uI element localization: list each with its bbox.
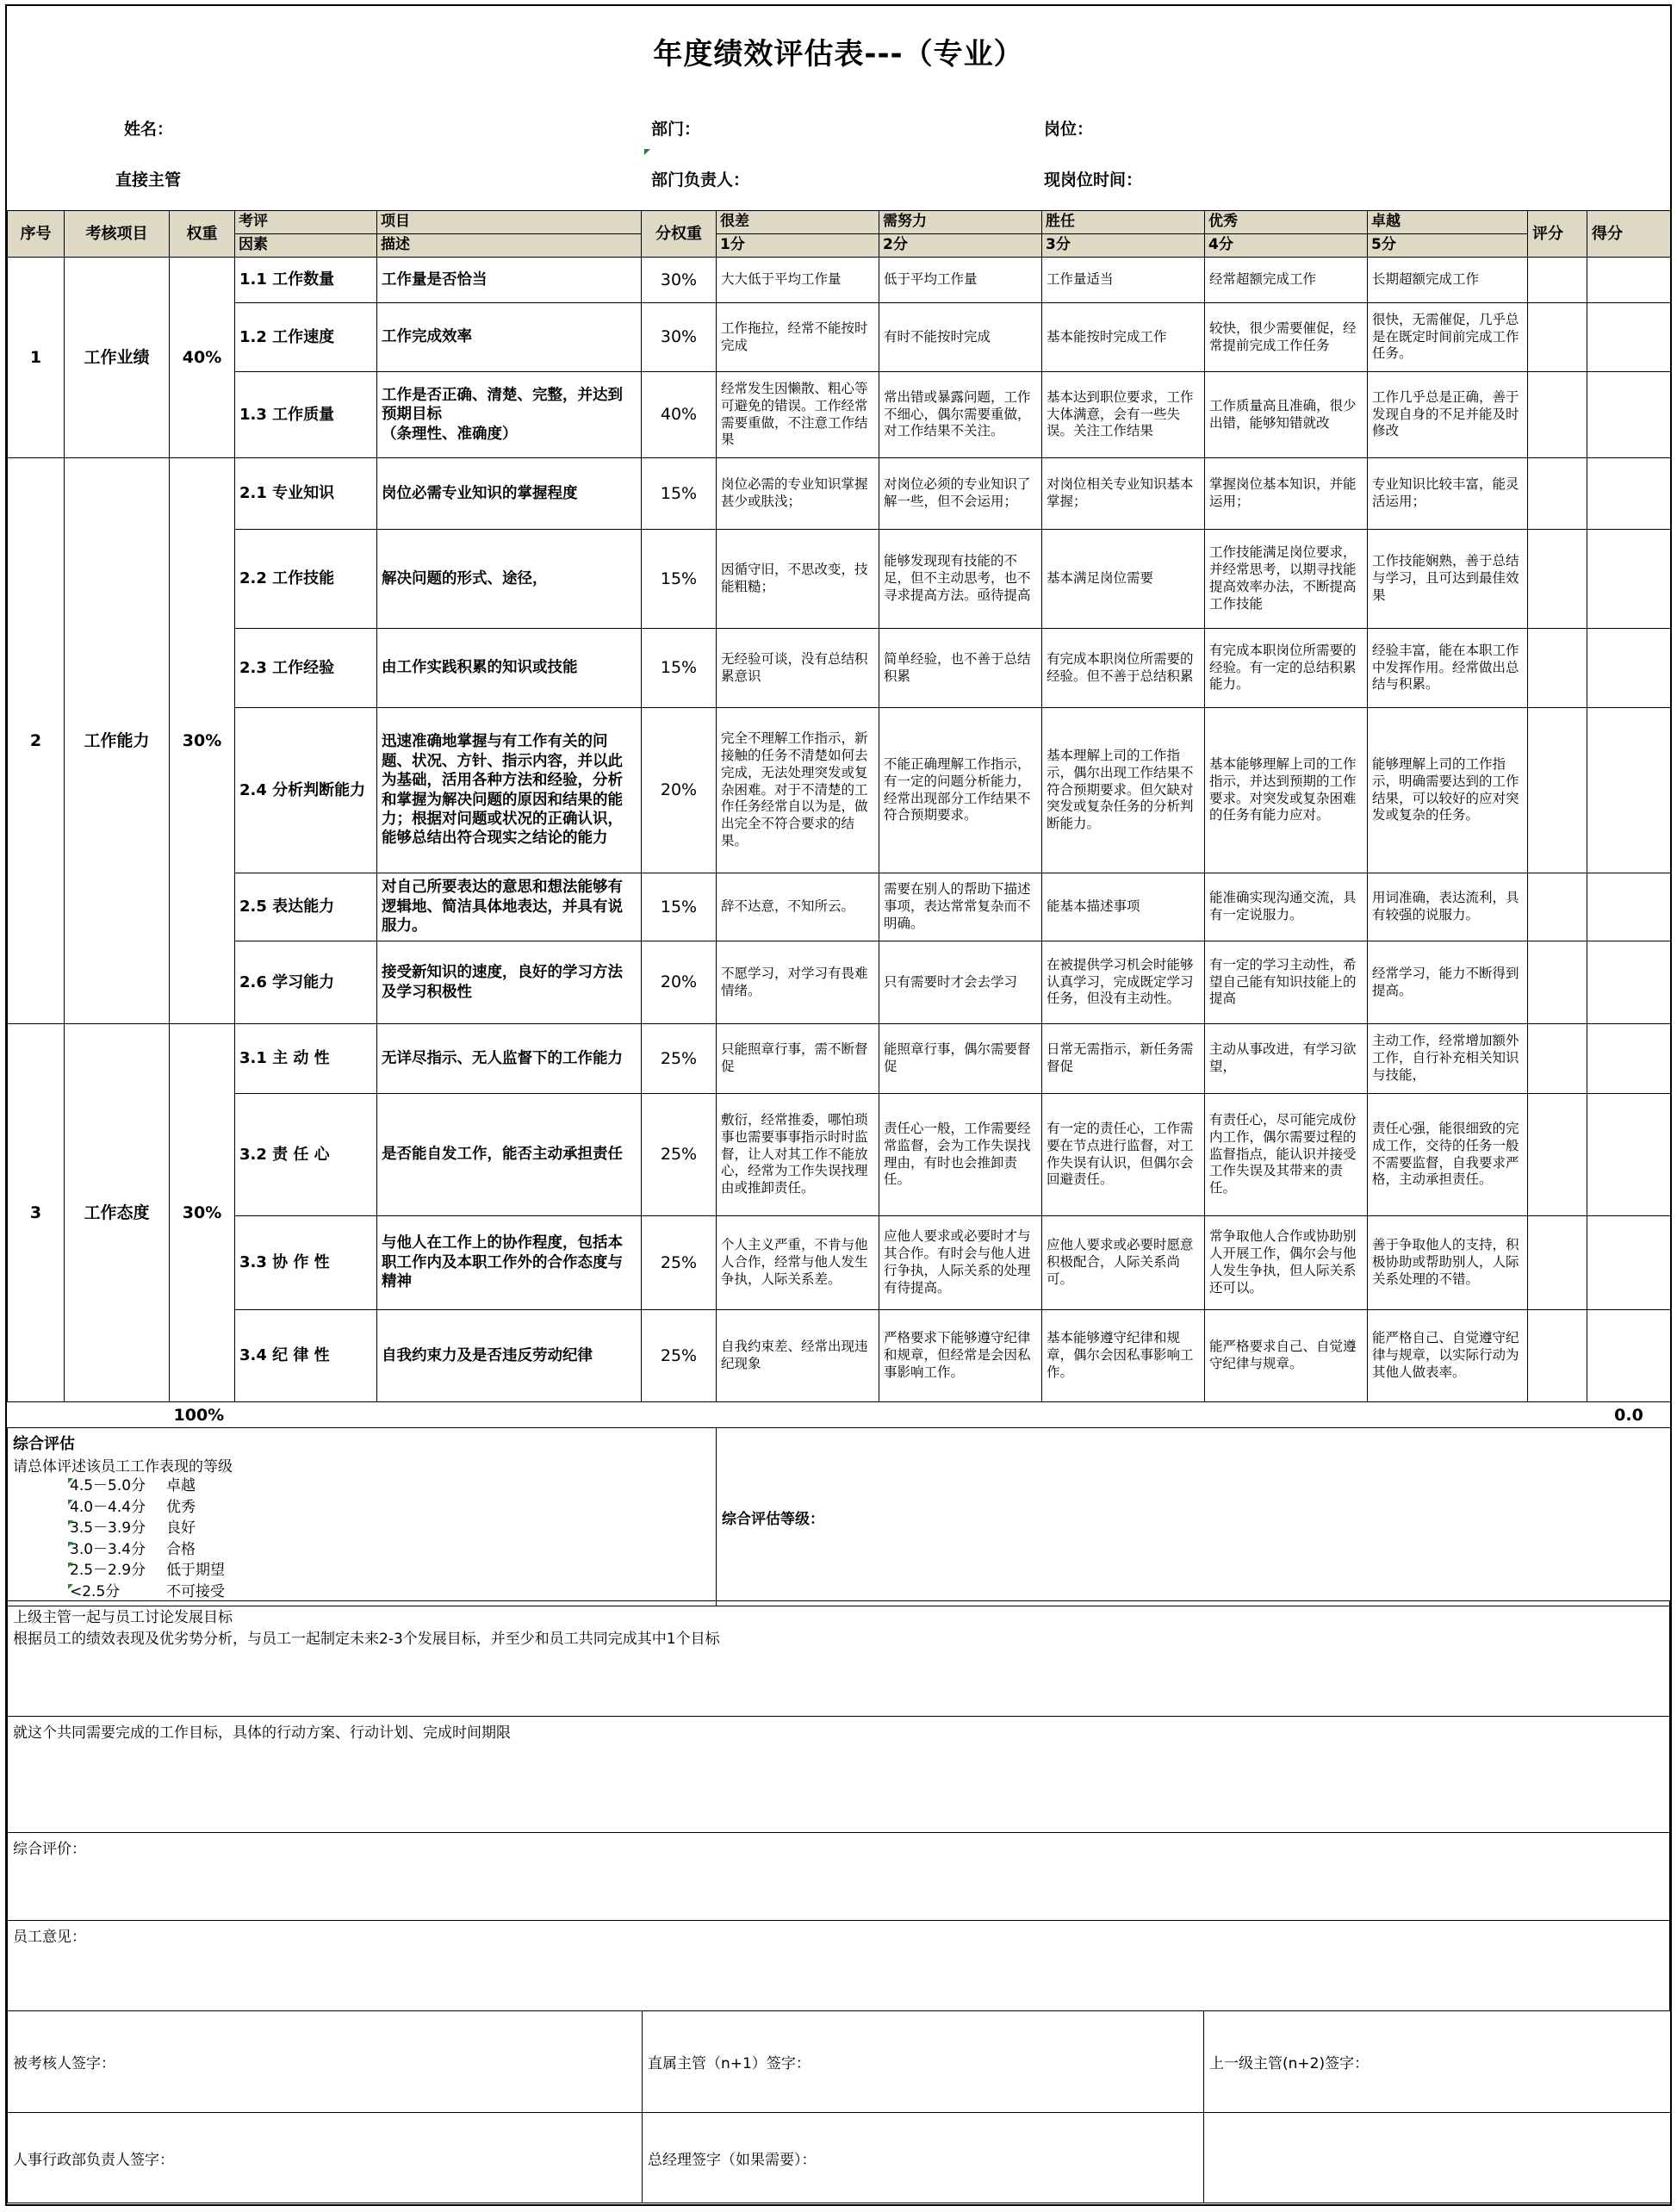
level-criteria-5: 工作几乎总是正确，善于发现自身的不足并能及时修改 bbox=[1368, 372, 1528, 458]
table-row bbox=[8, 873, 1671, 941]
points-cell[interactable] bbox=[1587, 458, 1671, 530]
rating-cell[interactable] bbox=[1528, 941, 1587, 1024]
level-criteria-3: 在被提供学习机会时能够认真学习，完成既定学习任务，但没有主动性。 bbox=[1042, 941, 1205, 1024]
points-cell[interactable] bbox=[1587, 873, 1671, 941]
overall-grade-cell[interactable] bbox=[717, 1428, 1671, 1606]
level-criteria-1: 不愿学习，对学习有畏难情绪。 bbox=[717, 941, 879, 1024]
col-factor-bottom: 因素 bbox=[235, 234, 377, 258]
factor-description: 由工作实践积累的知识或技能 bbox=[377, 629, 642, 708]
factor-weight: 25% bbox=[642, 1310, 717, 1402]
spacer bbox=[879, 1402, 1042, 1429]
employee-signature-cell[interactable] bbox=[8, 2011, 643, 2113]
level-criteria-5: 善于争取他人的支持，积极协助或帮助别人，人际关系处理的不错。 bbox=[1368, 1216, 1528, 1310]
level-criteria-5: 长期超额完成工作 bbox=[1368, 258, 1528, 303]
level-criteria-3: 日常无需指示，新任务需督促 bbox=[1042, 1024, 1205, 1094]
overall-level-item bbox=[13, 1539, 711, 1561]
spacer bbox=[1205, 1402, 1368, 1429]
level-range: 4.0－4.4分 bbox=[70, 1498, 146, 1516]
col-weight: 权重 bbox=[170, 211, 235, 258]
level-criteria-1: 工作拖拉，经常不能按时完成 bbox=[717, 303, 879, 372]
name-label: 姓名： bbox=[124, 120, 174, 139]
table-row bbox=[8, 1094, 1671, 1216]
gm-signature-label: 总经理签字（如果需要）： bbox=[648, 2151, 817, 2169]
level-criteria-3: 对岗位相关专业知识基本掌握； bbox=[1042, 458, 1205, 530]
overall-level-item bbox=[13, 1518, 711, 1539]
factor-description: 与他人在工作上的协作程度，包括本职工作内及本职工作外的合作态度与精神 bbox=[377, 1216, 642, 1310]
evaluation-table bbox=[7, 210, 1671, 1428]
level-criteria-3: 基本理解上司的工作指示，偶尔出现工作结果不符合预期要求。但欠缺对突发或复杂任务的分析判断能力。 bbox=[1042, 708, 1205, 873]
goals-line2: 根据员工的绩效表现及优劣势分析，与员工一起制定未来2-3个发展目标，并至少和员工共同完成其中1个目标 bbox=[13, 1631, 720, 1648]
level-range: 2.5－2.9分 bbox=[70, 1562, 146, 1579]
level-criteria-5: 能严格自己、自觉遵守纪律与规章，以实际行动为其他人做表率。 bbox=[1368, 1310, 1528, 1402]
level-criteria-3: 基本能按时完成工作 bbox=[1042, 303, 1205, 372]
col-level-5-name: 卓越 bbox=[1368, 211, 1528, 234]
rating-cell[interactable] bbox=[1528, 1024, 1587, 1094]
points-cell[interactable] bbox=[1587, 372, 1671, 458]
col-item-bottom: 描述 bbox=[377, 234, 642, 258]
level-criteria-1: 只能照章行事，需不断督促 bbox=[717, 1024, 879, 1094]
factor-weight: 15% bbox=[642, 458, 717, 530]
overall-level-list bbox=[13, 1476, 711, 1602]
factor-weight: 25% bbox=[642, 1094, 717, 1216]
level-criteria-1: 辞不达意，不知所云。 bbox=[717, 873, 879, 941]
factor-weight: 25% bbox=[642, 1216, 717, 1310]
comment-flag-icon bbox=[644, 149, 650, 155]
level-criteria-4: 经常超额完成工作 bbox=[1205, 258, 1368, 303]
rating-cell[interactable] bbox=[1528, 303, 1587, 372]
spacer bbox=[1528, 1402, 1587, 1429]
dept-label: 部门： bbox=[651, 120, 701, 139]
level-criteria-1: 自我约束差、经常出现违纪现象 bbox=[717, 1310, 879, 1402]
factor-description: 对自己所要表达的意思和想法能够有逻辑地、简洁具体地表达，并具有说服力。 bbox=[377, 873, 642, 941]
level-criteria-3: 基本满足岗位需要 bbox=[1042, 530, 1205, 629]
section-category: 工作能力 bbox=[65, 458, 170, 1024]
level-criteria-3: 有完成本职岗位所需要的经验。但不善于总结积累 bbox=[1042, 629, 1205, 708]
overall-grade-label: 综合评估等级： bbox=[722, 1510, 824, 1528]
points-cell[interactable] bbox=[1587, 941, 1671, 1024]
comment-cell[interactable] bbox=[8, 1833, 1670, 1921]
col-category: 考核项目 bbox=[65, 211, 170, 258]
level-name: 卓越 bbox=[166, 1477, 196, 1494]
col-level-2-name: 需努力 bbox=[879, 211, 1042, 234]
factor-description: 解决问题的形式、途径， bbox=[377, 530, 642, 629]
level-criteria-2: 有时不能按时完成 bbox=[879, 303, 1042, 372]
factor-description: 工作完成效率 bbox=[377, 303, 642, 372]
hr-signature-label: 人事行政部负责人签字： bbox=[13, 2151, 174, 2169]
table-row bbox=[8, 941, 1671, 1024]
level-criteria-2: 能照章行事，偶尔需要督促 bbox=[879, 1024, 1042, 1094]
supervisor-label: 直接主管 bbox=[115, 171, 182, 190]
factor-description: 自我约束力及是否违反劳动纪律 bbox=[377, 1310, 642, 1402]
rating-cell[interactable] bbox=[1528, 629, 1587, 708]
goals-table bbox=[7, 1600, 1670, 2011]
post-label: 岗位： bbox=[1044, 120, 1094, 139]
rating-cell[interactable] bbox=[1528, 1094, 1587, 1216]
level-criteria-2: 只有需要时才会去学习 bbox=[879, 941, 1042, 1024]
table-row bbox=[8, 708, 1671, 873]
level-criteria-1: 大大低于平均工作量 bbox=[717, 258, 879, 303]
level-criteria-2: 严格要求下能够遵守纪律和规章，但经常是会因私事影响工作。 bbox=[879, 1310, 1042, 1402]
level-criteria-2: 需要在别人的帮助下描述事项，表达常常复杂而不明确。 bbox=[879, 873, 1042, 941]
spacer bbox=[377, 1402, 642, 1429]
col-level-3-name: 胜任 bbox=[1042, 211, 1205, 234]
overall-level-item bbox=[13, 1581, 711, 1603]
section-weight: 30% bbox=[170, 458, 235, 1024]
level-criteria-1: 岗位必需的专业知识掌握甚少或肤浅； bbox=[717, 458, 879, 530]
level-criteria-5: 经验丰富，能在本职工作中发挥作用。经常做出总结与积累。 bbox=[1368, 629, 1528, 708]
section-number: 2 bbox=[8, 458, 65, 1024]
col-level-3-score: 3分 bbox=[1042, 234, 1205, 258]
level-criteria-2: 简单经验，也不善于总结积累 bbox=[879, 629, 1042, 708]
points-cell[interactable] bbox=[1587, 1310, 1671, 1402]
level-criteria-4: 有责任心，尽可能完成份内工作，偶尔需要过程的监督指点，能认识并接受工作失误及其带来的责任。 bbox=[1205, 1094, 1368, 1216]
spacer bbox=[717, 1402, 879, 1429]
rating-cell[interactable] bbox=[1528, 258, 1587, 303]
table-row bbox=[8, 530, 1671, 629]
level-criteria-3: 有一定的责任心，工作需要在节点进行监督，对工作失误有认识，但偶尔会回避责任。 bbox=[1042, 1094, 1205, 1216]
upper-signature-cell[interactable] bbox=[1204, 2011, 1671, 2113]
level-criteria-5: 专业知识比较丰富，能灵活运用； bbox=[1368, 458, 1528, 530]
section-number: 1 bbox=[8, 258, 65, 458]
factor-weight: 40% bbox=[642, 372, 717, 458]
total-weight: 100% bbox=[173, 1406, 225, 1425]
level-criteria-5: 能够理解上司的工作指示，明确需要达到的工作结果，可以较好的应对突发或复杂的任务。 bbox=[1368, 708, 1528, 873]
plan-label: 就这个共同需要完成的工作目标，具体的行动方案、行动计划、完成时间期限 bbox=[13, 1724, 511, 1742]
level-criteria-5: 责任心强，能很细致的完成工作，交待的任务一般不需要监督，自我要求严格，主动承担责任。 bbox=[1368, 1094, 1528, 1216]
level-criteria-3: 基本达到职位要求，工作大体满意，会有一些失误。关注工作结果 bbox=[1042, 372, 1205, 458]
factor-name: 2.6 学习能力 bbox=[235, 941, 377, 1024]
table-row bbox=[8, 629, 1671, 708]
rating-cell[interactable] bbox=[1528, 458, 1587, 530]
factor-weight: 20% bbox=[642, 941, 717, 1024]
goals-cell[interactable] bbox=[8, 1601, 1670, 1717]
rating-cell[interactable] bbox=[1528, 1310, 1587, 1402]
rating-cell[interactable] bbox=[1528, 873, 1587, 941]
level-criteria-4: 较快，很少需要催促，经常提前完成工作任务 bbox=[1205, 303, 1368, 372]
table-row bbox=[8, 1310, 1671, 1402]
factor-name: 3.3 协 作 性 bbox=[235, 1216, 377, 1310]
overall-prompt: 请总体评述该员工工作表现的等级 bbox=[13, 1458, 233, 1476]
signature-table bbox=[7, 2010, 1671, 2203]
table-row bbox=[8, 1216, 1671, 1310]
level-criteria-5: 经常学习，能力不断得到提高。 bbox=[1368, 941, 1528, 1024]
overall-level-item bbox=[13, 1560, 711, 1581]
level-criteria-3: 基本能够遵守纪律和规章，偶尔会因私事影响工作。 bbox=[1042, 1310, 1205, 1402]
factor-name: 2.3 工作经验 bbox=[235, 629, 377, 708]
factor-description: 迅速准确地掌握与有工作有关的问题、状况、方针、指示内容，并以此为基础，活用各种方法和经验，分析和掌握为解决问题的原因和结果的能力；根据对问题或状况的正确认识，能够总结出符合现实之结论的能力 bbox=[377, 708, 642, 873]
factor-name: 3.2 责 任 心 bbox=[235, 1094, 377, 1216]
level-name: 优秀 bbox=[166, 1498, 196, 1516]
page-title: 年度绩效评估表---（专业） bbox=[653, 37, 1024, 71]
points-cell[interactable] bbox=[1587, 708, 1671, 873]
goals-line1: 上级主管一起与员工讨论发展目标 bbox=[13, 1609, 233, 1626]
factor-name: 1.3 工作质量 bbox=[235, 372, 377, 458]
spacer bbox=[1042, 1402, 1205, 1429]
employee-opinion-cell[interactable] bbox=[8, 1921, 1670, 2011]
points-cell[interactable] bbox=[1587, 303, 1671, 372]
dept-head-label: 部门负责人： bbox=[651, 171, 750, 190]
comment-flag-icon bbox=[68, 1563, 73, 1568]
comment-flag-icon bbox=[68, 1500, 73, 1505]
section-number: 3 bbox=[8, 1024, 65, 1402]
comment-flag-icon bbox=[68, 1478, 73, 1483]
employee-opinion-label: 员工意见： bbox=[13, 1929, 86, 1946]
col-level-5-score: 5分 bbox=[1368, 234, 1528, 258]
factor-weight: 25% bbox=[642, 1024, 717, 1094]
level-criteria-4: 常争取他人合作或协助别人开展工作，偶尔会与他人发生争执，但人际关系还可以。 bbox=[1205, 1216, 1368, 1310]
total-score: 0.0 bbox=[1614, 1406, 1643, 1425]
factor-description: 工作量是否恰当 bbox=[377, 258, 642, 303]
factor-description: 接受新知识的速度，良好的学习方法及学习积极性 bbox=[377, 941, 642, 1024]
factor-description: 工作是否正确、清楚、完整，并达到预期目标 （条理性、准确度） bbox=[377, 372, 642, 458]
col-level-4-score: 4分 bbox=[1205, 234, 1368, 258]
level-criteria-5: 很快，无需催促，几乎总是在既定时间前完成工作任务。 bbox=[1368, 303, 1528, 372]
col-level-2-score: 2分 bbox=[879, 234, 1042, 258]
level-criteria-3: 应他人要求或必要时愿意积极配合，人际关系尚可。 bbox=[1042, 1216, 1205, 1310]
level-range: <2.5分 bbox=[70, 1582, 121, 1600]
direct-signature-label: 直属主管（n+1）签字： bbox=[648, 2055, 811, 2072]
comment-flag-icon bbox=[68, 1520, 73, 1525]
direct-signature-cell[interactable] bbox=[643, 2011, 1204, 2113]
evaluation-sheet bbox=[5, 4, 1672, 2206]
level-criteria-2: 对岗位必须的专业知识了解一些，但不会运用； bbox=[879, 458, 1042, 530]
factor-weight: 30% bbox=[642, 258, 717, 303]
col-item-top: 项目 bbox=[377, 211, 642, 234]
level-criteria-3: 能基本描述事项 bbox=[1042, 873, 1205, 941]
points-cell[interactable] bbox=[1587, 1216, 1671, 1310]
factor-description: 是否能自发工作，能否主动承担责任 bbox=[377, 1094, 642, 1216]
level-criteria-4: 有完成本职岗位所需要的经验。有一定的总结积累能力。 bbox=[1205, 629, 1368, 708]
factor-weight: 30% bbox=[642, 303, 717, 372]
level-criteria-2: 能够发现现有技能的不足，但不主动思考，也不寻求提高方法。亟待提高 bbox=[879, 530, 1042, 629]
table-row bbox=[8, 303, 1671, 372]
rating-cell[interactable] bbox=[1528, 372, 1587, 458]
overall-title: 综合评估 bbox=[13, 1435, 75, 1453]
col-no: 序号 bbox=[8, 211, 65, 258]
level-criteria-1: 因循守旧，不思改变，技能粗糙； bbox=[717, 530, 879, 629]
factor-weight: 15% bbox=[642, 629, 717, 708]
rating-cell[interactable] bbox=[1528, 530, 1587, 629]
section-weight: 40% bbox=[170, 258, 235, 458]
post-time-label: 现岗位时间： bbox=[1044, 171, 1143, 190]
factor-name: 2.4 分析判断能力 bbox=[235, 708, 377, 873]
factor-name: 3.1 主 动 性 bbox=[235, 1024, 377, 1094]
table-row bbox=[8, 1024, 1671, 1094]
level-range: 4.5－5.0分 bbox=[70, 1477, 146, 1494]
level-criteria-2: 责任心一般，工作需要经常监督，会为工作失误找理由，有时也会推卸责任。 bbox=[879, 1094, 1042, 1216]
table-row bbox=[8, 458, 1671, 530]
table-row bbox=[8, 372, 1671, 458]
col-level-1-name: 很差 bbox=[717, 211, 879, 234]
comment-flag-icon bbox=[68, 1584, 73, 1589]
spacer bbox=[65, 1402, 170, 1429]
comment-flag-icon bbox=[68, 1542, 73, 1547]
col-level-4-name: 优秀 bbox=[1205, 211, 1368, 234]
level-criteria-4: 有一定的学习主动性，希望自己能有知识技能上的提高 bbox=[1205, 941, 1368, 1024]
points-cell[interactable] bbox=[1587, 1024, 1671, 1094]
points-cell[interactable] bbox=[1587, 530, 1671, 629]
level-criteria-2: 低于平均工作量 bbox=[879, 258, 1042, 303]
comment-label: 综合评价： bbox=[13, 1841, 86, 1858]
level-criteria-1: 经常发生因懒散、粗心等可避免的错误。工作经常需要重做，不注意工作结果 bbox=[717, 372, 879, 458]
level-criteria-4: 工作质量高且准确，很少出错，能够知错就改 bbox=[1205, 372, 1368, 458]
overall-level-item bbox=[13, 1497, 711, 1519]
overall-level-item bbox=[13, 1476, 711, 1497]
level-criteria-1: 无经验可谈，没有总结积累意识 bbox=[717, 629, 879, 708]
factor-name: 2.1 专业知识 bbox=[235, 458, 377, 530]
level-criteria-4: 掌握岗位基本知识，并能运用； bbox=[1205, 458, 1368, 530]
spacer bbox=[642, 1402, 717, 1429]
factor-name: 1.1 工作数量 bbox=[235, 258, 377, 303]
level-criteria-4: 主动从事改进，有学习欲望， bbox=[1205, 1024, 1368, 1094]
level-criteria-1: 完全不理解工作指示，新接触的任务不清楚如何去完成，无法处理突发或复杂困难。对于不清楚的工作任务经常自以为是，做出完全不符合要求的结果。 bbox=[717, 708, 879, 873]
factor-description: 无详尽指示、无人监督下的工作能力 bbox=[377, 1024, 642, 1094]
gm-signature-cell[interactable] bbox=[643, 2113, 1204, 2203]
level-criteria-1: 个人主义严重，不肯与他人合作，经常与他人发生争执，人际关系差。 bbox=[717, 1216, 879, 1310]
section-category: 工作态度 bbox=[65, 1024, 170, 1402]
col-points: 得分 bbox=[1587, 211, 1671, 258]
level-criteria-4: 能准确实现沟通交流，具有一定说服力。 bbox=[1205, 873, 1368, 941]
level-criteria-4: 基本能够理解上司的工作指示，并达到预期的工作要求。对突发或复杂困难的任务有能力应对。 bbox=[1205, 708, 1368, 873]
rating-cell[interactable] bbox=[1528, 708, 1587, 873]
level-name: 不可接受 bbox=[166, 1582, 225, 1600]
level-criteria-4: 能严格要求自己、自觉遵守纪律与规章。 bbox=[1205, 1310, 1368, 1402]
factor-name: 3.4 纪 律 性 bbox=[235, 1310, 377, 1402]
level-range: 3.5－3.9分 bbox=[70, 1519, 146, 1537]
level-name: 合格 bbox=[166, 1540, 196, 1558]
factor-weight: 15% bbox=[642, 873, 717, 941]
upper-signature-label: 上一级主管(n+2)签字： bbox=[1209, 2055, 1370, 2072]
level-criteria-5: 工作技能娴熟，善于总结与学习，且可达到最佳效果 bbox=[1368, 530, 1528, 629]
factor-weight: 20% bbox=[642, 708, 717, 873]
col-sub-weight: 分权重 bbox=[642, 211, 717, 258]
blank-signature-cell[interactable] bbox=[1204, 2113, 1671, 2203]
col-rating: 评分 bbox=[1528, 211, 1587, 258]
level-name: 低于期望 bbox=[166, 1562, 225, 1579]
employee-signature-label: 被考核人签字： bbox=[13, 2055, 115, 2072]
level-range: 3.0－3.4分 bbox=[70, 1540, 146, 1558]
plan-cell[interactable] bbox=[8, 1717, 1670, 1833]
level-criteria-5: 用词准确，表达流利，具有较强的说服力。 bbox=[1368, 873, 1528, 941]
level-criteria-2: 常出错或暴露问题，工作不细心，偶尔需要重做，对工作结果不关注。 bbox=[879, 372, 1042, 458]
level-name: 良好 bbox=[166, 1519, 196, 1537]
factor-name: 2.2 工作技能 bbox=[235, 530, 377, 629]
summary-table bbox=[7, 1427, 1671, 1606]
level-criteria-5: 主动工作，经常增加额外工作，自行补充相关知识与技能， bbox=[1368, 1024, 1528, 1094]
factor-name: 2.5 表达能力 bbox=[235, 873, 377, 941]
col-level-1-score: 1分 bbox=[717, 234, 879, 258]
level-criteria-2: 不能正确理解工作指示，有一定的问题分析能力，经常出现部分工作结果不符合预期要求。 bbox=[879, 708, 1042, 873]
factor-weight: 15% bbox=[642, 530, 717, 629]
col-factor-top: 考评 bbox=[235, 211, 377, 234]
section-category: 工作业绩 bbox=[65, 258, 170, 458]
points-cell[interactable] bbox=[1587, 1094, 1671, 1216]
table-row bbox=[8, 258, 1671, 303]
totals-row bbox=[8, 1402, 1671, 1429]
spacer bbox=[8, 1402, 65, 1429]
points-cell[interactable] bbox=[1587, 258, 1671, 303]
overall-levels-cell bbox=[8, 1428, 717, 1606]
level-criteria-4: 工作技能满足岗位要求，并经常思考，以期寻找能提高效率办法，不断提高工作技能 bbox=[1205, 530, 1368, 629]
rating-cell[interactable] bbox=[1528, 1216, 1587, 1310]
spacer bbox=[235, 1402, 377, 1429]
factor-name: 1.2 工作速度 bbox=[235, 303, 377, 372]
level-criteria-3: 工作量适当 bbox=[1042, 258, 1205, 303]
section-weight: 30% bbox=[170, 1024, 235, 1402]
spacer bbox=[1368, 1402, 1528, 1429]
factor-description: 岗位必需专业知识的掌握程度 bbox=[377, 458, 642, 530]
hr-signature-cell[interactable] bbox=[8, 2113, 643, 2203]
points-cell[interactable] bbox=[1587, 629, 1671, 708]
level-criteria-1: 敷衍，经常推委，哪怕琐事也需要事事指示时时监督，让人对其工作不能放心，经常为工作失误找理由或推卸责任。 bbox=[717, 1094, 879, 1216]
level-criteria-2: 应他人要求或必要时才与其合作。有时会与他人进行争执，人际关系的处理有待提高。 bbox=[879, 1216, 1042, 1310]
